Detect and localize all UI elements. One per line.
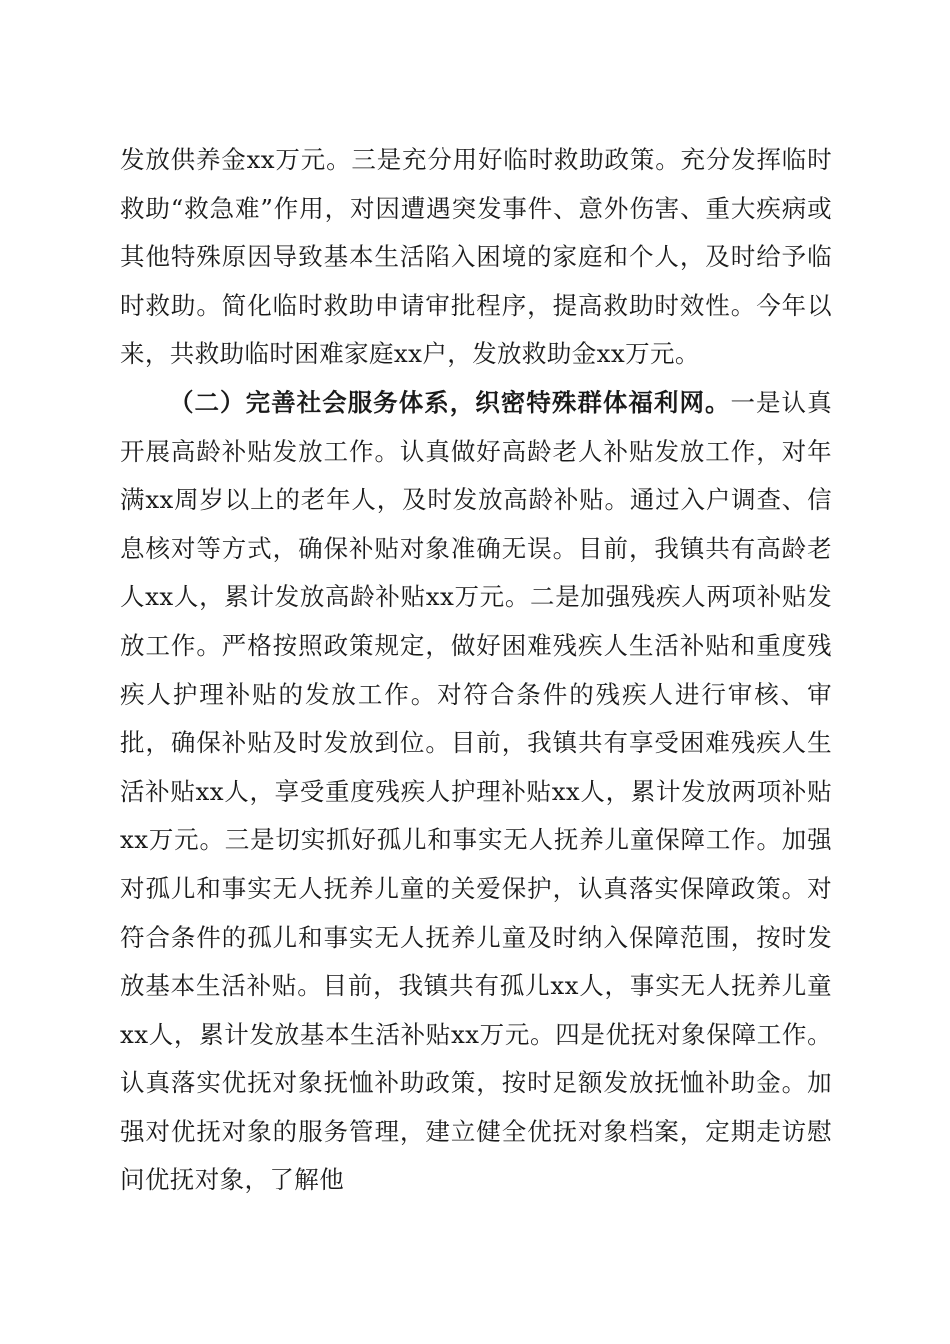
paragraph-temporary-assistance (120, 136, 832, 379)
paragraph-text: 一是认真开展高龄补贴发放工作。认真做好高龄老人补贴发放工作，对年满xx周岁以上的老年人，及时发放高龄补贴。通过入户调查、信息核对等方式，确保补贴对象准确无误。目前，我镇共有高龄老人xx人，累计发放高龄补贴xx万元。二是加强残疾人两项补贴发放工作。严格按照政策规定，做好困难残疾人生活补贴和重度残疾人护理补贴的发放工作。对符合条件的残疾人进行审核、审批，确保补贴及时发放到位。目前，我镇共有享受困难残疾人生活补贴xx人，享受重度残疾人护理补贴xx人，累计发放两项补贴xx万元。三是切实抓好孤儿和事实无人抚养儿童保障工作。加强对孤儿和事实无人抚养儿童的关爱保护，认真落实保障政策。对符合条件的孤儿和事实无人抚养儿童及时纳入保障范围，按时发放基本生活补贴。目前，我镇共有孤儿xx人，事实无人抚养儿童xx人，累计发放基本生活补贴xx万元。四是优抚对象保障工作。认真落实优抚对象抚恤补助政策，按时足额发放抚恤补助金。加强对优抚对象的服务管理，建立健全优抚对象档案，定期走访慰问优抚对象，了解他 (120, 387, 832, 1195)
section-heading: （二）完善社会服务体系，织密特殊群体福利网。 (169, 387, 731, 417)
paragraph-text: 发放供养金xx万元。三是充分用好临时救助政策。充分发挥临时救助“救急难”作用，对因遭遇突发事件、意外伤害、重大疾病或其他特殊原因导致基本生活陷入困境的家庭和个人，及时给予临时救助。简化临时救助申请审批程序，提高救助时效性。今年以来，共救助临时困难家庭xx户，发放救助金xx万元。 (120, 145, 832, 369)
body-text (120, 136, 832, 1205)
paragraph-social-services (120, 379, 832, 1205)
